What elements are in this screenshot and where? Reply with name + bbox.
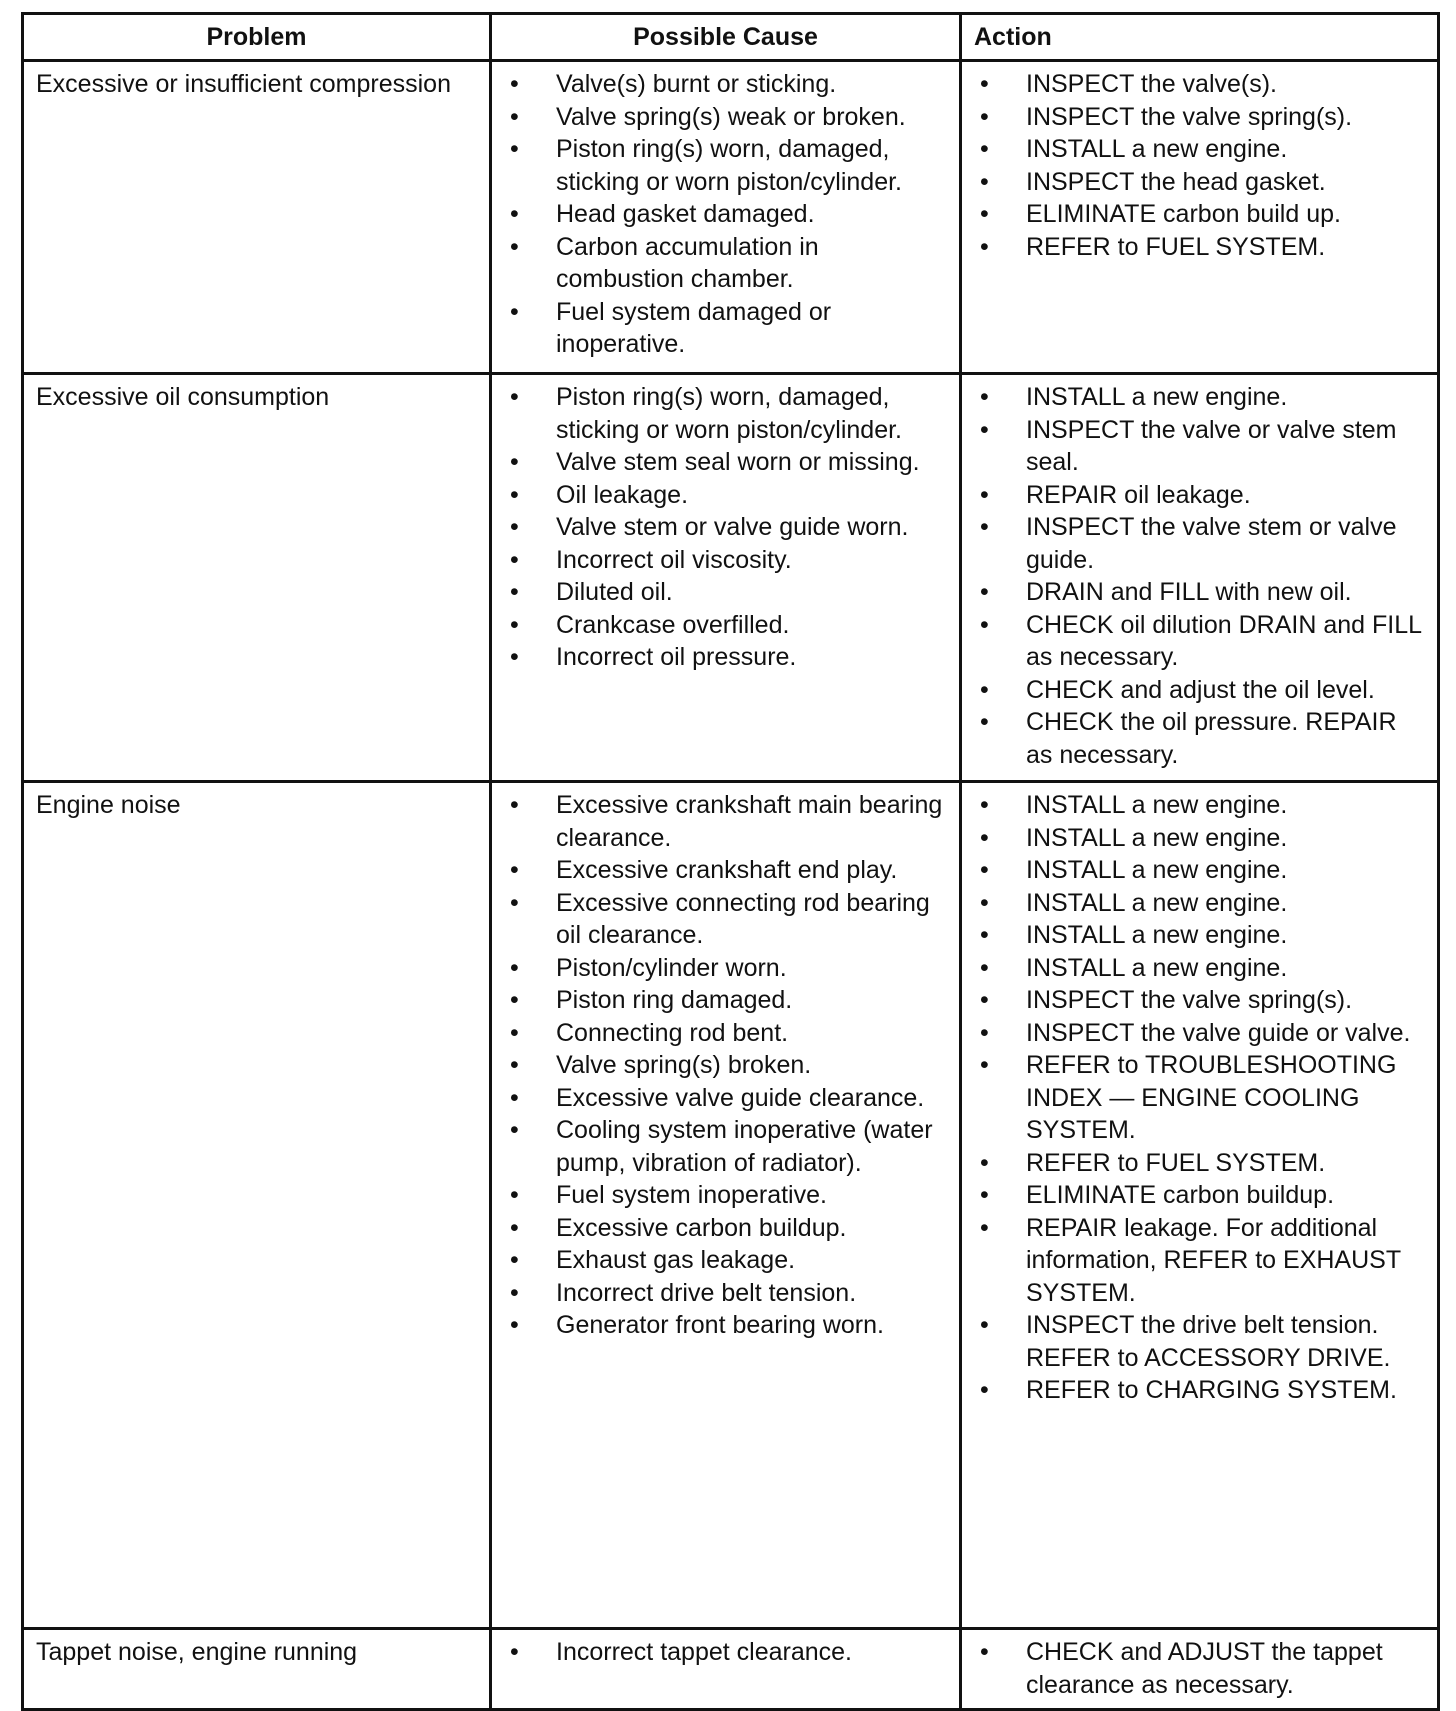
table-row xyxy=(23,61,1439,374)
table-row xyxy=(23,782,1439,1629)
cause-list xyxy=(504,789,949,1342)
cause-item: • Piston ring(s) worn, damaged, sticking or worn piston/cylinder. xyxy=(504,133,949,198)
action-item: • REFER to FUEL SYSTEM. xyxy=(974,1147,1427,1180)
cause-item: • Generator front bearing worn. xyxy=(504,1309,949,1342)
action-item: • INSPECT the valve(s). xyxy=(974,68,1427,101)
action-item: • CHECK the oil pressure. REPAIR as necessary. xyxy=(974,706,1427,771)
cause-item: • Excessive crankshaft main bearing clearance. xyxy=(504,789,949,854)
cause-cell xyxy=(491,782,961,1629)
action-item: • DRAIN and FILL with new oil. xyxy=(974,576,1427,609)
table-row xyxy=(23,374,1439,782)
action-item: • REPAIR leakage. For additional information, REFER to EXHAUST SYSTEM. xyxy=(974,1212,1427,1310)
action-cell xyxy=(961,782,1439,1629)
action-item: • INSTALL a new engine. xyxy=(974,919,1427,952)
cause-item: • Diluted oil. xyxy=(504,576,949,609)
cause-item: • Piston ring damaged. xyxy=(504,984,949,1017)
action-item: • INSTALL a new engine. xyxy=(974,822,1427,855)
cause-cell xyxy=(491,374,961,782)
cause-item: • Excessive connecting rod bearing oil clearance. xyxy=(504,887,949,952)
action-item: • ELIMINATE carbon build up. xyxy=(974,198,1427,231)
cause-item: • Valve spring(s) broken. xyxy=(504,1049,949,1082)
cause-item: • Piston ring(s) worn, damaged, sticking or worn piston/cylinder. xyxy=(504,381,949,446)
action-item: • INSPECT the valve stem or valve guide. xyxy=(974,511,1427,576)
cause-item: • Incorrect drive belt tension. xyxy=(504,1277,949,1310)
cause-item: • Incorrect tappet clearance. xyxy=(504,1636,949,1669)
action-item: • INSPECT the drive belt tension. REFER to ACCESSORY DRIVE. xyxy=(974,1309,1427,1374)
troubleshooting-table xyxy=(21,12,1440,1711)
cause-cell xyxy=(491,61,961,374)
cause-item: • Excessive crankshaft end play. xyxy=(504,854,949,887)
action-list xyxy=(974,1636,1427,1701)
cause-item: • Excessive valve guide clearance. xyxy=(504,1082,949,1115)
cause-list xyxy=(504,381,949,674)
cause-item: • Fuel system inoperative. xyxy=(504,1179,949,1212)
cause-item: • Valve stem seal worn or missing. xyxy=(504,446,949,479)
header-possible-cause: Possible Cause xyxy=(491,14,961,61)
cause-item: • Fuel system damaged or inoperative. xyxy=(504,296,949,361)
header-action: Action xyxy=(961,14,1439,61)
action-item: • INSTALL a new engine. xyxy=(974,133,1427,166)
action-item: • INSPECT the valve spring(s). xyxy=(974,101,1427,134)
cause-item: • Incorrect oil viscosity. xyxy=(504,544,949,577)
cause-item: • Head gasket damaged. xyxy=(504,198,949,231)
cause-item: • Oil leakage. xyxy=(504,479,949,512)
cause-item: • Valve spring(s) weak or broken. xyxy=(504,101,949,134)
header-problem: Problem xyxy=(23,14,491,61)
cause-list xyxy=(504,68,949,361)
table-row xyxy=(23,1629,1439,1710)
action-item: • INSPECT the valve spring(s). xyxy=(974,984,1427,1017)
cause-item: • Valve(s) burnt or sticking. xyxy=(504,68,949,101)
action-cell xyxy=(961,374,1439,782)
cause-list xyxy=(504,1636,949,1669)
cause-item: • Crankcase overfilled. xyxy=(504,609,949,642)
action-item: • CHECK oil dilution DRAIN and FILL as necessary. xyxy=(974,609,1427,674)
action-item: • INSTALL a new engine. xyxy=(974,789,1427,822)
problem-cell: Excessive or insufficient compression xyxy=(23,61,491,374)
action-item: • INSPECT the head gasket. xyxy=(974,166,1427,199)
action-item: • REPAIR oil leakage. xyxy=(974,479,1427,512)
action-item: • INSTALL a new engine. xyxy=(974,381,1427,414)
action-list xyxy=(974,381,1427,771)
action-item: • INSPECT the valve guide or valve. xyxy=(974,1017,1427,1050)
action-list xyxy=(974,789,1427,1407)
problem-cell: Tappet noise, engine running xyxy=(23,1629,491,1710)
cause-item: • Valve stem or valve guide worn. xyxy=(504,511,949,544)
action-item: • INSTALL a new engine. xyxy=(974,854,1427,887)
action-item: • CHECK and ADJUST the tappet clearance as necessary. xyxy=(974,1636,1427,1701)
action-cell xyxy=(961,1629,1439,1710)
cause-item: • Connecting rod bent. xyxy=(504,1017,949,1050)
problem-cell: Engine noise xyxy=(23,782,491,1629)
problem-cell: Excessive oil consumption xyxy=(23,374,491,782)
action-item: • REFER to TROUBLESHOOTING INDEX — ENGINE COOLING SYSTEM. xyxy=(974,1049,1427,1147)
action-item: • CHECK and adjust the oil level. xyxy=(974,674,1427,707)
cause-item: • Piston/cylinder worn. xyxy=(504,952,949,985)
action-item: • ELIMINATE carbon buildup. xyxy=(974,1179,1427,1212)
action-item: • REFER to CHARGING SYSTEM. xyxy=(974,1374,1427,1407)
action-item: • INSTALL a new engine. xyxy=(974,887,1427,920)
action-item: • INSPECT the valve or valve stem seal. xyxy=(974,414,1427,479)
action-list xyxy=(974,68,1427,263)
table-header-row xyxy=(23,14,1439,61)
cause-item: • Cooling system inoperative (water pump, vibration of radiator). xyxy=(504,1114,949,1179)
cause-item: • Incorrect oil pressure. xyxy=(504,641,949,674)
cause-item: • Carbon accumulation in combustion chamber. xyxy=(504,231,949,296)
cause-item: • Exhaust gas leakage. xyxy=(504,1244,949,1277)
action-cell xyxy=(961,61,1439,374)
cause-cell xyxy=(491,1629,961,1710)
action-item: • INSTALL a new engine. xyxy=(974,952,1427,985)
cause-item: • Excessive carbon buildup. xyxy=(504,1212,949,1245)
action-item: • REFER to FUEL SYSTEM. xyxy=(974,231,1427,264)
